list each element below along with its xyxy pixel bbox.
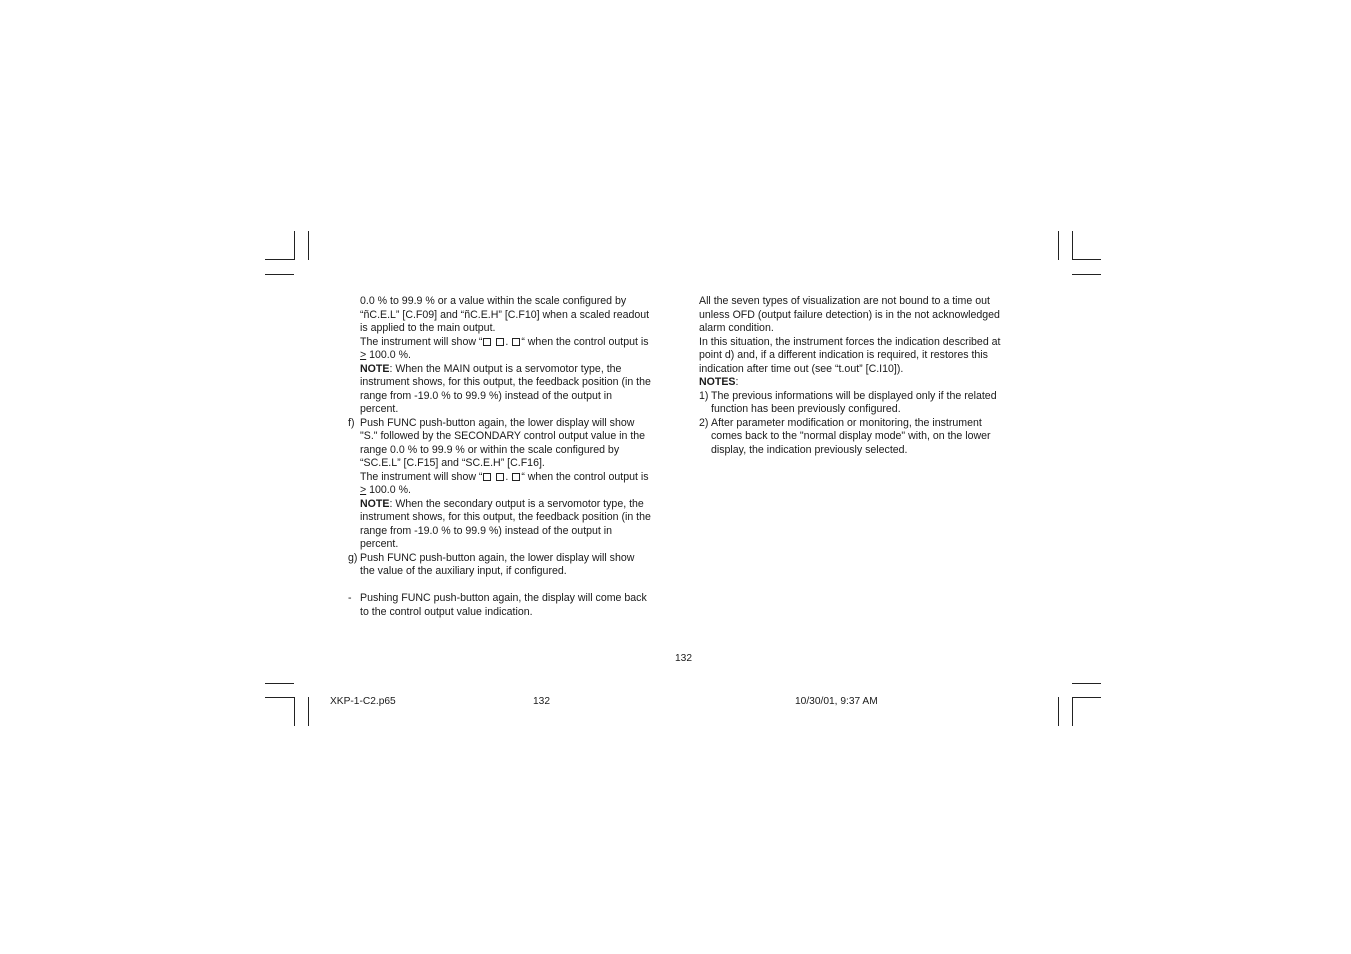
list-item-f — [348, 417, 678, 552]
display-segment-icon — [496, 473, 504, 481]
text-line: “ñC.E.L” [C.F09] and “ñC.E.H” [C.F10] when a scaled readout — [360, 308, 650, 321]
crop-mark — [294, 697, 295, 726]
text-line: unless OFD (output failure detection) is in the not acknowledged — [699, 308, 1000, 321]
text-line: is applied to the main output. — [360, 322, 496, 334]
text-line: alarm condition. — [699, 322, 774, 334]
list-label: f) — [348, 416, 355, 429]
list-label: 1) — [699, 389, 709, 402]
text-line: comes back to the "normal display mode" with, on the lower — [711, 430, 991, 442]
greater-equal-symbol: > — [360, 484, 367, 496]
display-segment-icon — [483, 473, 491, 481]
text-line: 0.0 % to 99.9 % or a value within the scale configured by — [360, 295, 627, 307]
display-segment-icon — [496, 338, 504, 346]
text-line: “SC.E.L” [C.F15] and “SC.E.H” [C.F16]. — [360, 457, 545, 469]
text-span: The instrument will show “ — [360, 335, 483, 348]
text-line: percent. — [360, 403, 399, 415]
text-line: Pushing FUNC push-button again, the display will come back — [360, 592, 647, 604]
crop-mark — [1072, 259, 1101, 260]
crop-mark — [1072, 274, 1101, 275]
text-line: instrument shows, for this output, the feedback position (in the — [360, 511, 651, 523]
crop-mark — [1072, 697, 1101, 698]
right-column — [699, 295, 1029, 457]
text-line: range 0.0 % to 99.9 % or within the scale configured by — [360, 443, 620, 456]
text-line: All the seven types of visualization are not bound to a time out — [699, 295, 990, 307]
crop-mark — [294, 231, 295, 260]
text-line: display, the indication previously selected. — [711, 443, 908, 456]
note-line — [360, 498, 678, 512]
text-span: The instrument will show “ — [360, 470, 483, 483]
show-line: The instrument will show “ . “ when the control output is — [360, 335, 649, 348]
list-label: 2) — [699, 416, 709, 429]
list-label: g) — [348, 551, 358, 564]
crop-mark — [265, 259, 294, 260]
text-span: “ when the control output is — [521, 470, 649, 483]
footer-timestamp: 10/30/01, 9:37 AM — [795, 696, 878, 707]
text-line: After parameter modification or monitoring, the instrument — [711, 416, 982, 429]
text-line: In this situation, the instrument forces the indication described at — [699, 335, 1001, 348]
text-line — [360, 349, 678, 363]
text-span: 100.0 %. — [366, 349, 411, 361]
footer-page: 132 — [533, 696, 550, 707]
show-line: The instrument will show “ . “ when the control output is — [360, 470, 649, 483]
crop-mark — [1072, 697, 1073, 726]
greater-equal-symbol: > — [360, 349, 367, 361]
list-item-dash — [348, 592, 678, 619]
text-line: the value of the auxiliary input, if configured. — [360, 565, 567, 577]
text-line: percent. — [360, 538, 399, 550]
note-item-1 — [699, 390, 1029, 417]
crop-mark — [265, 683, 294, 684]
display-segment-icon — [483, 338, 491, 346]
text-span: “ when the control output is — [521, 335, 649, 348]
footer-file: XKP-1-C2.p65 — [330, 696, 396, 707]
crop-mark — [308, 231, 309, 260]
text-line: indication after time out (see “t.out” [C.I10]). — [699, 362, 904, 375]
display-segment-icon — [512, 473, 520, 481]
text-line: point d) and, if a different indication is required, it restores this — [699, 349, 988, 361]
crop-mark — [1058, 697, 1059, 726]
text-line — [360, 484, 678, 498]
text-line: range from -19.0 % to 99.9 %) instead of the output in — [360, 389, 613, 402]
note-item-2 — [699, 417, 1029, 458]
text-span: : — [735, 376, 739, 388]
text-line: to the control output value indication. — [360, 605, 533, 618]
crop-mark — [1058, 231, 1059, 260]
text-line: range from -19.0 % to 99.9 %) instead of the output in — [360, 524, 613, 537]
notes-label: NOTES — [699, 376, 736, 388]
intro-paragraph — [348, 295, 678, 417]
note-label: NOTE — [360, 362, 390, 375]
text-line: Push FUNC push-button again, the lower display will show — [360, 416, 635, 429]
page-number: 132 — [675, 653, 692, 664]
text-span: 100.0 %. — [366, 484, 411, 496]
notes-heading — [699, 376, 1029, 390]
text-line: Push FUNC push-button again, the lower display will show — [360, 551, 635, 564]
crop-mark — [1072, 683, 1101, 684]
text-span: : When the MAIN output is a servomotor type, the — [389, 362, 622, 375]
crop-mark — [265, 697, 294, 698]
crop-mark — [1072, 231, 1073, 260]
text-span: : When the secondary output is a servomotor type, the — [389, 497, 644, 510]
note-label: NOTE — [360, 497, 390, 510]
crop-mark — [308, 697, 309, 726]
list-label: - — [348, 592, 352, 604]
crop-mark — [265, 274, 294, 275]
list-item-g — [348, 552, 678, 579]
text-line: "S." followed by the SECONDARY control output value in the — [360, 430, 646, 442]
note-line — [360, 363, 678, 377]
text-line: instrument shows, for this output, the feedback position (in the — [360, 376, 651, 388]
left-column — [348, 295, 678, 619]
display-segment-icon — [512, 338, 520, 346]
text-line: The previous informations will be displayed only if the related — [711, 389, 997, 402]
text-line: function has been previously configured. — [711, 403, 901, 415]
